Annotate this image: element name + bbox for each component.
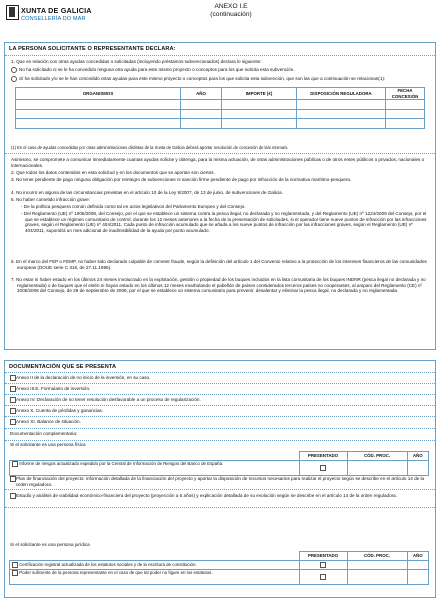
table-row[interactable] xyxy=(16,100,425,110)
table-row[interactable] xyxy=(10,570,429,585)
declaration-section xyxy=(4,42,436,350)
option-other-aid[interactable] xyxy=(11,76,429,82)
presented-checkbox[interactable] xyxy=(320,465,326,471)
col-ano: AÑO xyxy=(407,452,429,461)
divider xyxy=(5,394,435,395)
checkbox[interactable] xyxy=(12,570,18,576)
divider xyxy=(5,489,435,490)
divider xyxy=(5,440,435,441)
legal-docs-table xyxy=(9,551,429,585)
table-row[interactable] xyxy=(16,119,425,129)
col-presentado: PRESENTADO xyxy=(299,452,347,461)
physical-person-title: Si el solicitante es una persona física xyxy=(10,442,86,447)
table-row[interactable] xyxy=(16,109,425,119)
physical-docs-table xyxy=(9,451,429,476)
divider xyxy=(5,55,435,56)
col-disposicion: DISPOSICIÓN REGULADORA xyxy=(297,88,386,100)
declaration-item-3: 3. No tener pendiente de pago ninguna obligación por reintegro de subvenciones ni sanción firme pendiente de pago por infracción de la normativa marítimo-pesquera. xyxy=(11,177,352,182)
declaration-item-4: 4. No incurrir en alguna de las circunstancias previstas en el artículo 10 de la Ley 9/2007, de 13 de junio, de subvenciones de Galicia. xyxy=(11,190,283,195)
col-cod-proc: CÓD. PROC. xyxy=(347,552,407,561)
col-presentado: PRESENTADO xyxy=(299,552,347,561)
divider xyxy=(5,428,435,429)
option-label: No ha solicitado ni se le ha concedido ninguna otra ayuda para este mismo proyecto o conceptos para los que solicita esta subvención. xyxy=(19,67,295,73)
radio-button[interactable] xyxy=(11,67,17,73)
doc-label: Certificación registral actualizada de los estatutos sociales y de la escritura de constitución. xyxy=(19,562,197,568)
doc-label: Anexo IV. Declaración de no tener resolución desfavorable a un proceso de regularización. xyxy=(16,397,201,402)
sub-item-regulation: - Del Reglamento (UE) nº 1005/2008, del Consejo, por el que se establece un sistema contra la pesca ilegal, no declarada y no reglamentada, y del Reglamento (UE) nº 1224/2009 del Consejo, por el que se establece un régimen comunitario de control, durante los 12 meses anteriores a la fecha de la presentación de solicitudes, si el operador tiene nueve puntos de infracción por las infracciones graves, según el Reglamento (UE) nº 404/2011. Cada punto de infracción acumulado que se añada a los nueve puntos de infracción por las infracciones graves, según el Reglamento (UE) nº 404/2011, supondrá un mes adicional de inadmisibilidad de la ayuda por punto acumulado. xyxy=(21,211,427,234)
org-name: XUNTA DE GALICIA xyxy=(21,6,92,15)
commitment-text: Asimismo, se compromete a comunicar inmediatamente cuantas ayudas solicite y obtenga, para la misma actuación, de otras administraciones públicas o de otros entes públicos o privados, nacionales o internacionales. xyxy=(11,157,425,168)
col-ano: AÑO xyxy=(181,88,222,100)
option-no-aid[interactable] xyxy=(11,67,429,73)
sub-item-pcp: - De la política pesquera común definida como tal en actos legislativos del Parlamento Europeo y del Consejo. xyxy=(21,204,246,209)
doc-label: Anexo XI. Balance de situación. xyxy=(16,419,81,424)
doc-label: Plan de financiación del proyecto: información detallada de la financiación del proyecto y aportar la disposición de recursos necesarios para realizar el proyecto según se describe en el artículo 14 de la orden reguladora. xyxy=(16,476,425,487)
option-label: Sí ha solicitado y/o se le han concedido otras ayudas para este mismo proyecto o conceptos para los que solicita esta subvención, que son las que a continuación se relacionan(1): xyxy=(19,76,386,82)
legal-person-title: Si el solicitante es una persona jurídica xyxy=(10,542,90,547)
col-ano: AÑO xyxy=(407,552,429,561)
annex-subtitle: (continuación) xyxy=(210,11,252,19)
question-1: 1. Que en relación con otras ayudas concedidas o solicitadas (incluyendo préstamos subvencionados) declara lo siguiente: xyxy=(11,59,262,64)
col-importe: IMPORTE (€) xyxy=(222,88,297,100)
divider xyxy=(5,153,435,154)
declaration-title: LA PERSONA SOLICITANTE O REPRESENTANTE DECLARA: xyxy=(9,46,176,52)
other-aid-table xyxy=(15,87,425,129)
xunta-logo xyxy=(6,5,118,27)
annex-title: ANEXO I.E xyxy=(214,3,248,10)
checkbox[interactable] xyxy=(12,461,18,467)
declaration-item-6: 6. En el marco del FEP o FEMP, no haber sido declarado culpable de cometer fraude, según la definición del artículo 1 del Convenio relativo a la protección de los intereses financieros de las comunidades europeas (DOUE serie C 316, de 27.11.1995). xyxy=(11,259,427,270)
presented-checkbox[interactable] xyxy=(320,562,326,568)
complementary-title: Documentación complementaria: xyxy=(10,431,78,436)
radio-button[interactable] xyxy=(11,76,17,82)
divider xyxy=(5,416,435,417)
doc-label: Anexo III.E. Formulario de inversión. xyxy=(16,386,91,391)
doc-label: Estudio y análisis de viabilidad económico-financiera del proyecto (proyección a 5 años) y explicación detallada de su evolución según se describe en el artículo 14 de la orden reguladora. xyxy=(16,493,398,498)
dept-name: CONSELLERÍA DO MAR xyxy=(21,16,86,22)
footnote: (1) En el caso de ayudas concedidas por otras administraciones distintas de la Xunta de Galicia deberá aportar resolución de concesión de la/s misma/s. xyxy=(11,145,289,150)
documentation-section xyxy=(4,360,436,598)
doc-label: Informe de riesgos actualizado expedido por la Central de Información de Riesgos del Banco de España. xyxy=(19,461,224,467)
table-row[interactable] xyxy=(10,561,429,570)
declaration-item-5: 5. No haber cometido infracción grave: xyxy=(11,197,90,202)
divider xyxy=(5,507,435,508)
divider xyxy=(5,405,435,406)
doc-label: Poder suficiente de la persona representante en el caso de que tal poder no figure en los estatutos. xyxy=(19,570,213,576)
declaration-item-7: 7. No estar ni haber estado en los últimos 24 meses involucrado en la explotación, gestión o propiedad de los buques incluidos en la lista comunitaria de los buques INDNR (pesca ilegal no declarada y no reglamentada) o de buques que el estén ni hayan estado en los últimos 12 meses enarbolando el pabellón de países considerados terceros países no cooperantes, al amparo del Reglamento (CE) nº 1005/2008 del Consejo, de 29 de septiembre de 2008, por el que se establece un sistema comunitario para prevenir, desalentar y eliminar la pesca ilegal, no declarada y no reglamentada. xyxy=(11,277,426,294)
presented-checkbox[interactable] xyxy=(320,574,326,580)
table-row[interactable] xyxy=(10,461,429,476)
doc-label: Anexo X. Cuenta de pérdidas y ganancias. xyxy=(16,408,104,413)
divider xyxy=(5,383,435,384)
col-cod-proc: CÓD. PROC. xyxy=(347,452,407,461)
divider xyxy=(5,372,435,373)
page-header xyxy=(4,3,436,30)
annex-heading xyxy=(194,3,268,19)
col-fecha: FECHA CONCESIÓN xyxy=(386,88,425,100)
checkbox[interactable] xyxy=(12,562,18,568)
coat-of-arms-icon xyxy=(6,5,19,20)
declaration-item-2: 2. Que todos los datos contenidos en esta solicitud y en los documentos que se aportan son ciertos. xyxy=(11,170,215,175)
doc-label: Anexo II de la declaración de no inicio de la inversión, en su caso. xyxy=(16,375,151,380)
col-organismos: ORGANISMOS xyxy=(16,88,181,100)
documentation-title: DOCUMENTACIÓN QUE SE PRESENTA xyxy=(9,364,117,370)
